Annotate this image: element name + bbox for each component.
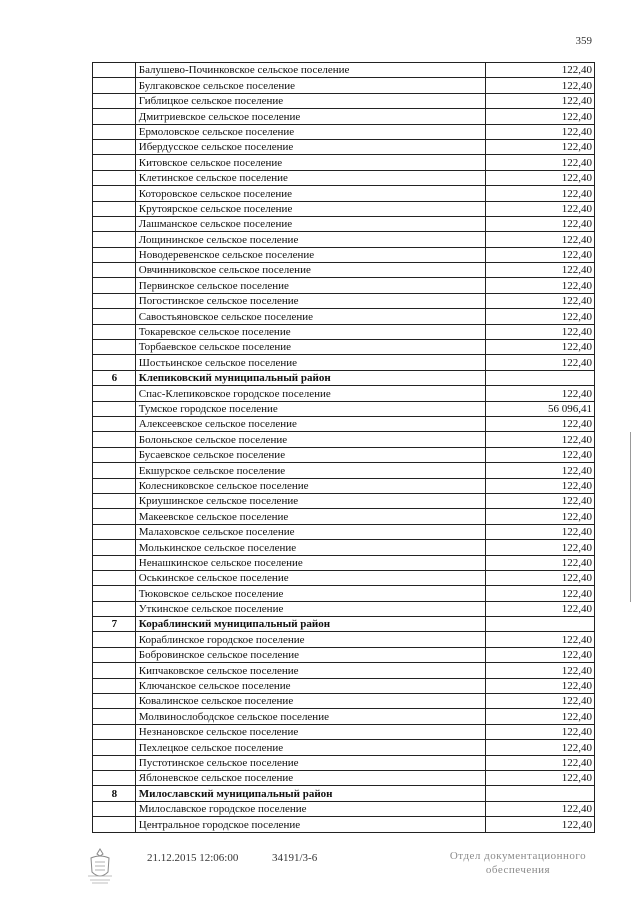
row-number-cell [93,355,136,370]
row-value-cell: 122,40 [486,555,595,570]
row-name-cell: Гиблицкое сельское поселение [135,93,485,108]
row-number-cell [93,309,136,324]
table-row [93,124,595,139]
row-name-cell: Яблоневское сельское поселение [135,770,485,785]
row-number-cell: 7 [93,617,136,632]
row-number-cell [93,694,136,709]
row-name-cell: Погостинское сельское поселение [135,293,485,308]
row-number-cell [93,678,136,693]
table-row [93,293,595,308]
table-row [93,663,595,678]
row-number-cell [93,478,136,493]
row-number-cell [93,663,136,678]
table-row [93,278,595,293]
row-value-cell: 122,40 [486,724,595,739]
table-row [93,801,595,816]
district-row [93,370,595,385]
row-number-cell [93,540,136,555]
row-name-cell: Кораблинское городское поселение [135,632,485,647]
row-value-cell: 122,40 [486,278,595,293]
row-number-cell [93,78,136,93]
row-value-cell: 122,40 [486,755,595,770]
table-row [93,247,595,262]
row-name-cell: Ермоловское сельское поселение [135,124,485,139]
row-number-cell [93,447,136,462]
row-number-cell [93,186,136,201]
row-name-cell: Молькинское сельское поселение [135,540,485,555]
district-row [93,786,595,801]
row-value-cell: 122,40 [486,447,595,462]
row-value-cell: 122,40 [486,740,595,755]
row-value-cell: 122,40 [486,201,595,216]
table-row [93,463,595,478]
row-name-cell: Оськинское сельское поселение [135,570,485,585]
row-name-cell: Бобровинское сельское поселение [135,647,485,662]
row-name-cell: Первинское сельское поселение [135,278,485,293]
row-name-cell: Лашманское сельское поселение [135,216,485,231]
row-number-cell [93,432,136,447]
row-number-cell [93,601,136,616]
row-value-cell: 122,40 [486,216,595,231]
row-number-cell [93,586,136,601]
table-row [93,678,595,693]
table-row [93,109,595,124]
row-number-cell [93,170,136,185]
footer-department [438,849,598,877]
district-row [93,617,595,632]
row-number-cell [93,709,136,724]
row-name-cell: Булгаковское сельское поселение [135,78,485,93]
row-number-cell [93,63,136,78]
table-row [93,155,595,170]
coat-of-arms-icon [82,846,118,886]
row-value-cell: 122,40 [486,540,595,555]
row-number-cell [93,93,136,108]
row-value-cell: 122,40 [486,493,595,508]
row-name-cell: Овчинниковское сельское поселение [135,263,485,278]
row-value-cell: 122,40 [486,570,595,585]
row-number-cell [93,801,136,816]
row-name-cell: Ибердусское сельское поселение [135,139,485,154]
row-value-cell [486,617,595,632]
row-number-cell [93,247,136,262]
row-value-cell: 122,40 [486,340,595,355]
row-name-cell: Токаревское сельское поселение [135,324,485,339]
row-number-cell [93,109,136,124]
row-name-cell: Дмитриевское сельское поселение [135,109,485,124]
table-row [93,416,595,431]
row-number-cell [93,493,136,508]
row-number-cell [93,555,136,570]
row-value-cell: 122,40 [486,463,595,478]
table-row [93,524,595,539]
row-value-cell [486,370,595,385]
row-number-cell [93,817,136,832]
row-number-cell: 8 [93,786,136,801]
table-row [93,186,595,201]
row-value-cell: 56 096,41 [486,401,595,416]
department-line-1: Отдел документационного [449,850,587,862]
row-value-cell: 122,40 [486,694,595,709]
row-value-cell: 122,40 [486,63,595,78]
row-number-cell [93,463,136,478]
row-value-cell: 122,40 [486,155,595,170]
row-name-cell: Тюковское сельское поселение [135,586,485,601]
row-number-cell [93,216,136,231]
row-name-cell: Колесниковское сельское поселение [135,478,485,493]
row-number-cell [93,155,136,170]
row-value-cell: 122,40 [486,801,595,816]
row-name-cell: Лощининское сельское поселение [135,232,485,247]
row-value-cell: 122,40 [486,309,595,324]
row-name-cell: Ненашкинское сельское поселение [135,555,485,570]
row-name-cell: Кипчаковское сельское поселение [135,663,485,678]
row-number-cell [93,524,136,539]
row-number-cell [93,770,136,785]
row-name-cell: Савостьяновское сельское поселение [135,309,485,324]
row-name-cell: Екшурское сельское поселение [135,463,485,478]
row-name-cell: Крутоярское сельское поселение [135,201,485,216]
row-value-cell: 122,40 [486,93,595,108]
row-name-cell: Незнановское сельское поселение [135,724,485,739]
row-value-cell [486,786,595,801]
row-number-cell [93,124,136,139]
row-value-cell: 122,40 [486,386,595,401]
row-name-cell: Пехлецкое сельское поселение [135,740,485,755]
table-row [93,555,595,570]
table-row [93,93,595,108]
table-row [93,770,595,785]
row-name-cell: Пустотинское сельское поселение [135,755,485,770]
row-value-cell: 122,40 [486,478,595,493]
row-value-cell: 122,40 [486,416,595,431]
row-value-cell: 122,40 [486,139,595,154]
table-row [93,309,595,324]
table-row [93,401,595,416]
table-row [93,78,595,93]
table-row [93,478,595,493]
footer-datetime: 21.12.2015 12:06:00 [147,852,239,864]
row-name-cell: Клетинское сельское поселение [135,170,485,185]
row-value-cell: 122,40 [486,709,595,724]
row-name-cell: Криушинское сельское поселение [135,493,485,508]
table-row [93,724,595,739]
table-row [93,540,595,555]
row-name-cell: Шостьинское сельское поселение [135,355,485,370]
row-value-cell: 122,40 [486,524,595,539]
row-value-cell: 122,40 [486,663,595,678]
table-row [93,493,595,508]
row-number-cell: 6 [93,370,136,385]
row-number-cell [93,293,136,308]
row-value-cell: 122,40 [486,601,595,616]
row-value-cell: 122,40 [486,170,595,185]
row-name-cell: Уткинское сельское поселение [135,601,485,616]
row-number-cell [93,647,136,662]
row-name-cell: Кораблинский муниципальный район [135,617,485,632]
table-row [93,817,595,832]
footer-reference: 34191/3-6 [272,852,318,864]
row-value-cell: 122,40 [486,678,595,693]
table-row [93,755,595,770]
row-value-cell: 122,40 [486,586,595,601]
table-row [93,570,595,585]
row-value-cell: 122,40 [486,186,595,201]
table-row [93,324,595,339]
row-name-cell: Балушево-Починковское сельское поселение [135,63,485,78]
row-number-cell [93,278,136,293]
table-row [93,432,595,447]
table-row [93,232,595,247]
table-row [93,447,595,462]
row-value-cell: 122,40 [486,263,595,278]
table-row [93,694,595,709]
row-name-cell: Болоньское сельское поселение [135,432,485,447]
table-row [93,170,595,185]
table-row [93,63,595,78]
row-name-cell: Малаховское сельское поселение [135,524,485,539]
row-number-cell [93,755,136,770]
row-name-cell: Ковалинское сельское поселение [135,694,485,709]
row-name-cell: Алексеевское сельское поселение [135,416,485,431]
row-name-cell: Бусаевское сельское поселение [135,447,485,462]
row-value-cell: 122,40 [486,817,595,832]
row-value-cell: 122,40 [486,109,595,124]
table-row [93,263,595,278]
table-row [93,647,595,662]
row-name-cell: Новодеревенское сельское поселение [135,247,485,262]
row-number-cell [93,324,136,339]
row-number-cell [93,401,136,416]
row-value-cell: 122,40 [486,232,595,247]
scan-edge-line [630,432,631,602]
row-name-cell: Центральное городское поселение [135,817,485,832]
row-number-cell [93,201,136,216]
row-value-cell: 122,40 [486,432,595,447]
row-number-cell [93,139,136,154]
row-number-cell [93,386,136,401]
row-value-cell: 122,40 [486,247,595,262]
table-row [93,632,595,647]
row-number-cell [93,416,136,431]
settlements-table [92,62,595,833]
row-number-cell [93,263,136,278]
row-name-cell: Милославский муниципальный район [135,786,485,801]
row-name-cell: Спас-Клепиковское городское поселение [135,386,485,401]
row-value-cell: 122,40 [486,355,595,370]
table-row [93,386,595,401]
row-name-cell: Клепиковский муниципальный район [135,370,485,385]
row-value-cell: 122,40 [486,509,595,524]
table-row [93,139,595,154]
row-value-cell: 122,40 [486,632,595,647]
table-row [93,216,595,231]
row-name-cell: Китовское сельское поселение [135,155,485,170]
table-row [93,709,595,724]
table-body [93,63,595,833]
row-value-cell: 122,40 [486,324,595,339]
row-name-cell: Милославское городское поселение [135,801,485,816]
row-name-cell: Молвинослободское сельское поселение [135,709,485,724]
row-number-cell [93,570,136,585]
row-number-cell [93,340,136,355]
table-row [93,601,595,616]
table-row [93,340,595,355]
row-value-cell: 122,40 [486,770,595,785]
row-value-cell: 122,40 [486,293,595,308]
row-name-cell: Макеевское сельское поселение [135,509,485,524]
row-number-cell [93,509,136,524]
department-line-2: обеспечения [485,864,551,876]
row-number-cell [93,740,136,755]
row-number-cell [93,632,136,647]
row-name-cell: Котоpовское сельское поселение [135,186,485,201]
row-value-cell: 122,40 [486,647,595,662]
row-name-cell: Ключанское сельское поселение [135,678,485,693]
table-row [93,586,595,601]
row-name-cell: Тумское городское поселение [135,401,485,416]
table-row [93,740,595,755]
row-value-cell: 122,40 [486,78,595,93]
table-row [93,201,595,216]
row-value-cell: 122,40 [486,124,595,139]
table-row [93,355,595,370]
row-number-cell [93,232,136,247]
page-number: 359 [575,35,592,47]
row-name-cell: Торбаевское сельское поселение [135,340,485,355]
row-number-cell [93,724,136,739]
table-row [93,509,595,524]
